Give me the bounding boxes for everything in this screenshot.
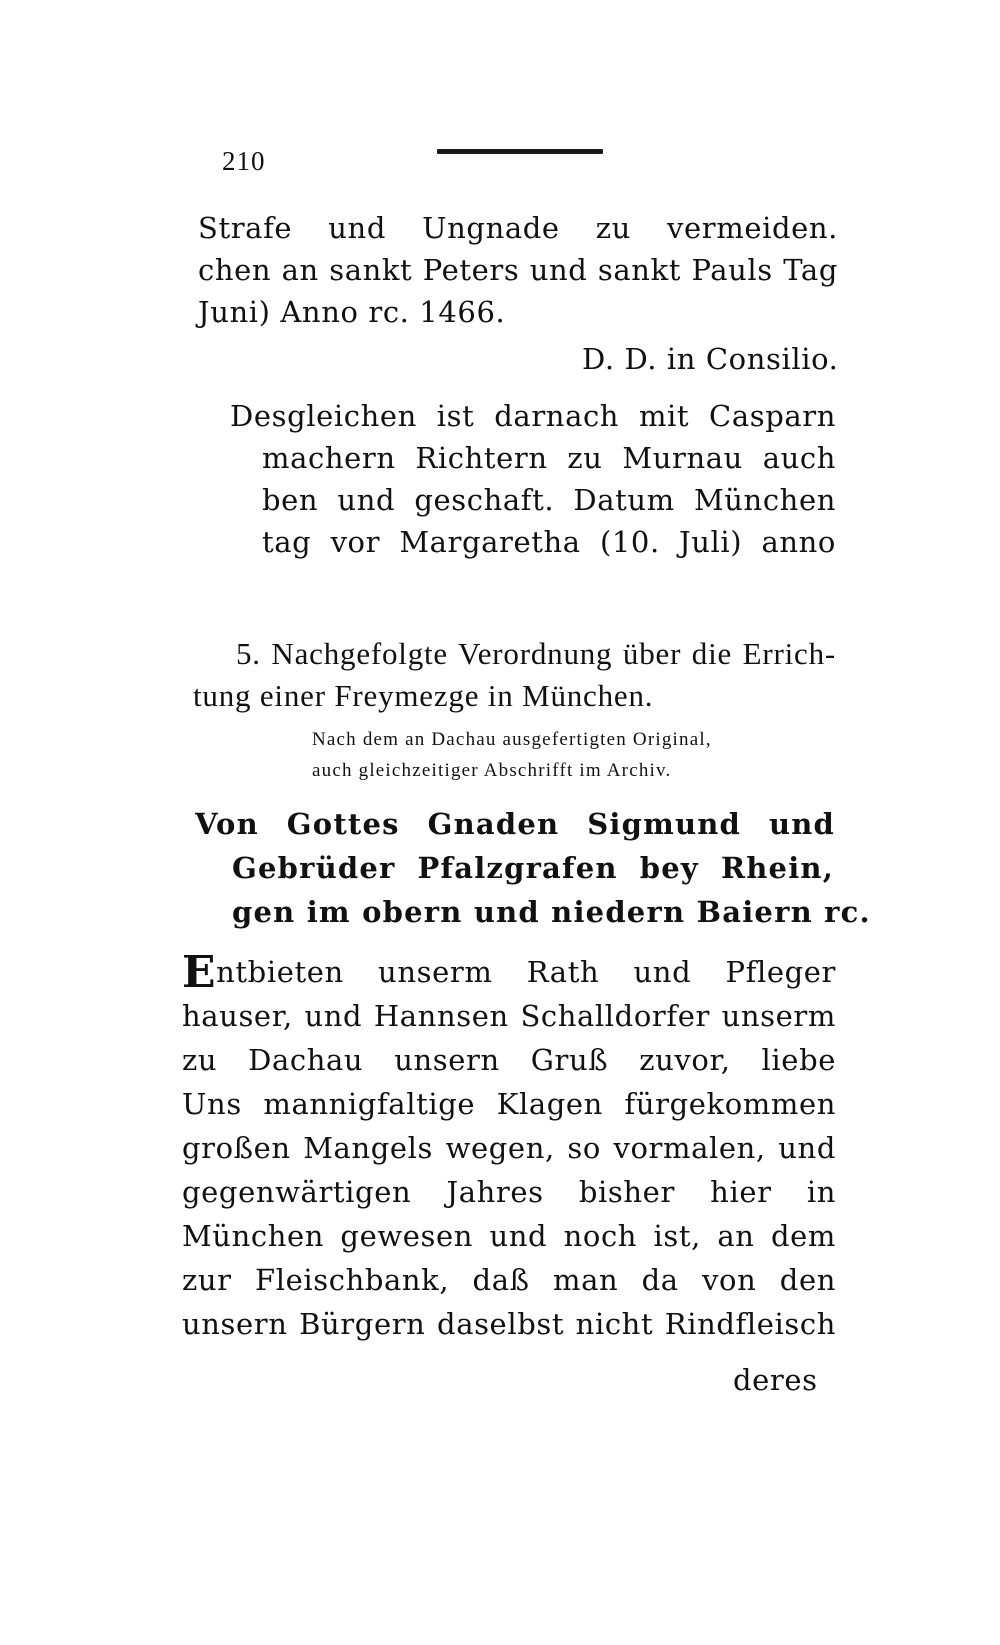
source-note: Nach dem an Dachau ausgefertigten Original,: [312, 729, 712, 750]
body-line: zu Dachau unsern Gruß zuvor, liebe: [182, 1043, 836, 1077]
body-line: gegenwärtigen Jahres bisher hier in: [182, 1175, 836, 1209]
continuation-line: chen an sankt Peters und sankt Pauls Tag: [198, 253, 838, 287]
addendum-line: tag vor Margaretha (10. Juli) anno: [262, 525, 836, 559]
source-note: auch gleichzeitiger Abschrifft im Archiv.: [312, 760, 672, 781]
body-line-first: [182, 954, 836, 992]
intitulatio-line: Gebrüder Pfalzgrafen bey Rhein,: [232, 851, 834, 885]
page-number: 210: [222, 146, 266, 176]
continuation-line: Juni) Anno rc. 1466.: [198, 295, 506, 329]
section-heading: 5. Nachgefolgte Verordnung über die Errich-: [236, 636, 836, 671]
body-line: großen Mangels wegen, so vormalen, und: [182, 1131, 836, 1165]
continuation-line: Strafe und Ungnade zu vermeiden.: [198, 211, 838, 245]
intitulatio-line: gen im obern und niedern Baiern rc.: [232, 895, 871, 929]
body-line: hauser, und Hannsen Schalldorfer unserm: [182, 999, 836, 1033]
intitulatio-line: Von Gottes Gnaden Sigmund und: [195, 807, 835, 841]
catchword: deres: [733, 1363, 818, 1397]
body-line: München gewesen und noch ist, an dem: [182, 1219, 836, 1253]
addendum-line: machern Richtern zu Murnau auch: [262, 441, 836, 475]
body-line: zur Fleischbank, daß man da von den: [182, 1263, 836, 1297]
body-line: Uns mannigfaltige Klagen fürgekommen: [182, 1087, 836, 1121]
section-heading: tung einer Freymezge in München.: [193, 678, 654, 713]
drop-cap: E: [182, 954, 217, 992]
addendum-line: Desgleichen ist darnach mit Casparn: [230, 399, 836, 433]
body-line: unsern Bürgern daselbst nicht Rindfleisch: [182, 1307, 836, 1341]
signature-line: D. D. in Consilio.: [582, 342, 839, 376]
body-line-text: ntbieten unserm Rath und Pfleger: [216, 955, 836, 989]
addendum-line: ben und geschaft. Datum München: [262, 483, 836, 517]
header-rule: [437, 149, 603, 154]
